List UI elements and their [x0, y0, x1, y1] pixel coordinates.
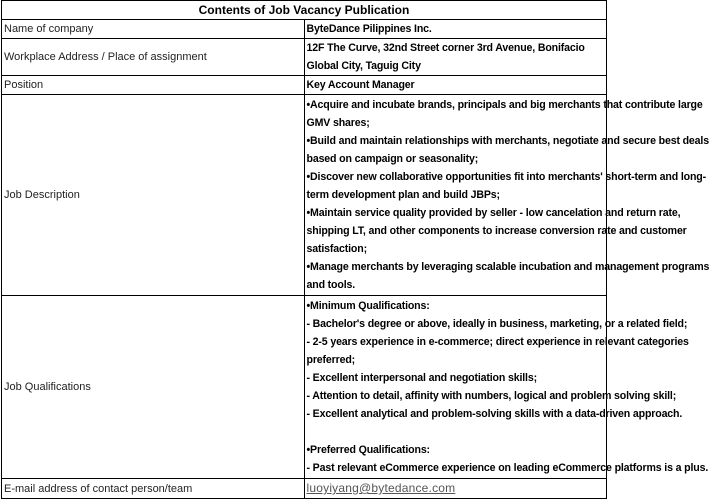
address-label: Workplace Address / Place of assignment	[2, 39, 305, 76]
row-address	[2, 39, 607, 76]
address-value: 12F The Curve, 32nd Street corner 3rd Avenue, Bonifacio Global City, Taguig City	[304, 39, 607, 76]
description-line: term development plan and build JBPs;	[306, 189, 500, 201]
qualification-line: - Attention to detail, affinity with numbers, logical and problem solving skill;	[306, 390, 677, 402]
qualification-line: - Past relevant eCommerce experience on leading eCommerce platforms is a plus.	[306, 462, 709, 474]
description-line: satisfaction;	[306, 243, 367, 255]
job-vacancy-sheet	[1, 0, 709, 495]
qualification-line: - Excellent analytical and problem-solving skills with a data-driven approach.	[306, 408, 683, 420]
row-email	[2, 479, 607, 499]
qualification-line	[307, 423, 605, 441]
email-label: E-mail address of contact person/team	[2, 479, 305, 499]
qualifications-value	[304, 296, 709, 479]
qualification-line: preferred;	[306, 354, 356, 366]
job-vacancy-table	[1, 0, 709, 499]
email-link[interactable]: luoyiyang@bytedance.com	[306, 481, 456, 495]
email-value-cell	[304, 479, 607, 499]
row-company	[2, 20, 607, 39]
description-line: •Discover new collaborative opportunities fit into merchants' short-term and long-	[306, 171, 706, 183]
description-line: •Build and maintain relationships with merchants, negotiate and secure best deals	[306, 135, 709, 147]
description-label: Job Description	[2, 95, 305, 296]
description-line: and tools.	[306, 279, 356, 291]
row-position	[2, 76, 607, 95]
qualification-line: •Minimum Qualifications:	[306, 300, 430, 312]
row-description	[2, 95, 607, 296]
table-title: Contents of Job Vacancy Publication	[2, 1, 607, 20]
description-line: based on campaign or seasonality;	[306, 153, 479, 165]
position-value: Key Account Manager	[304, 76, 607, 95]
position-label: Position	[2, 76, 305, 95]
description-line: •Maintain service quality provided by seller - low cancelation and return rate,	[306, 207, 681, 219]
company-label: Name of company	[2, 20, 305, 39]
company-value: ByteDance Pilippines Inc.	[304, 20, 607, 39]
description-line: •Acquire and incubate brands, principals and big merchants that contribute large	[306, 99, 703, 111]
qualification-line: •Preferred Qualifications:	[306, 444, 430, 456]
row-qualifications	[2, 296, 607, 479]
qualification-line: - 2-5 years experience in e-commerce; direct experience in relevant categories	[306, 336, 689, 348]
qualifications-label: Job Qualifications	[2, 296, 305, 479]
description-line: GMV shares;	[306, 117, 370, 129]
description-value	[304, 95, 709, 296]
qualification-line: - Bachelor's degree or above, ideally in business, marketing, or a related field;	[306, 318, 688, 330]
description-line: shipping LT, and other components to increase conversion rate and customer	[306, 225, 687, 237]
description-line: •Manage merchants by leveraging scalable incubation and management programs	[306, 261, 709, 273]
qualification-line: - Excellent interpersonal and negotiation skills;	[306, 372, 537, 384]
